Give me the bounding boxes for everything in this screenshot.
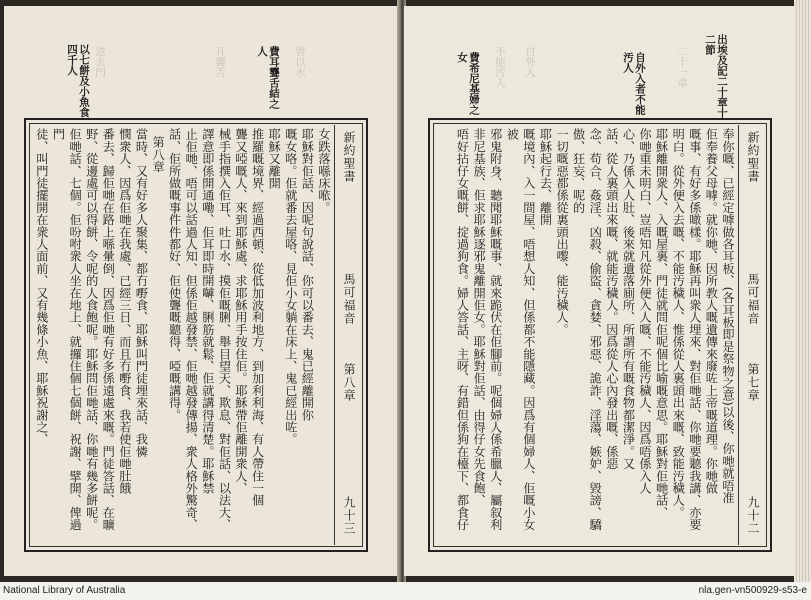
- margin-note-defile: 自外入者不能汚人: [622, 52, 646, 115]
- gospel-title: 馬可福音: [746, 273, 760, 325]
- text-column: 聾又啞嘅人、來到耶穌處、求耶穌用手按住佢。耶穌帶佢離開衆人、: [234, 128, 249, 494]
- text-column: 邪鬼附身、聽聞耶穌嘅事、就來跪伏在佢腳前。呢個婦人係希臘人、屬叙利: [488, 128, 503, 531]
- text-column: 械手指撰入佢耳、吐口水、摸佢嘅脷、舉目望天、欺息、對佢話、以法大、: [217, 128, 232, 531]
- right-page: [404, 6, 794, 576]
- text-column: 野、從邊處可以得餅、令呢的人食飽呢。耶穌問佢哋話、你哋有幾多餅呢。: [84, 128, 99, 531]
- bleed-note-5: 自外入: [524, 46, 536, 78]
- text-column: 耶穌起行去、離開: [538, 128, 553, 226]
- book-title: 新約聖書: [342, 131, 356, 183]
- scripture-text: [436, 128, 736, 542]
- page-number: 九十三: [342, 496, 356, 535]
- text-column: 徒、叫門徒擺開在衆人面前、又有幾條小魚、耶穌祝謝之、: [34, 128, 49, 446]
- text-column: 嘅事、有好多係噉樣。耶穌再叫衆人埋來、對佢哋話、你哋要聽我講、亦要: [687, 128, 702, 531]
- text-column: 番去、歸佢哋在路上喺暈倒、因爲佢哋有好多係遠處來嘅。門徒答話、在曠: [101, 128, 116, 531]
- running-header: [334, 125, 361, 545]
- bleed-note-4: 二十一章: [676, 46, 688, 88]
- text-column: 念、苟合、姦淫、凶殺、偷盜、貪婪、邪惡、詭詐、淫蕩、嫉妒、毀謗、驕傲、狂妄、呢的: [571, 128, 603, 531]
- scripture-text: [32, 128, 332, 542]
- text-column: 當時、又有好多人聚集、都冇嘢食、耶穌叫門徒埋來話、我憐: [134, 128, 149, 458]
- text-column: 明白。從外便入去嘅、不能汚穢人、惟係從人裏頭出來嘅、致能汚穢人。: [671, 128, 686, 519]
- text-column: 推羅嘅境界、經過西頓、從低加波利地方、到加利利海、有人帶住一個: [250, 128, 265, 507]
- page-edges: [794, 0, 811, 582]
- bleed-note-1: 道去門: [94, 46, 106, 78]
- text-column: 非尼基族、佢求耶穌逐邪鬼離開佢女。耶穌對佢話、由得仔女先食飽、: [472, 128, 487, 507]
- text-column: 止佢哋、唔可以話過人知、但係佢越發禁、佢哋越發傳揚、衆人格外驚奇、: [184, 128, 199, 531]
- library-credit: National Library of Australia: [3, 585, 126, 596]
- text-column: 女跌落喺床𠵱。: [317, 128, 331, 214]
- text-column: 唔好拈仔女嘅餅、掟過狗食。婦人答話、主呀、有錯但係狗在檯下、都食仔: [455, 128, 470, 531]
- bleed-note-3: 耳聾舌: [214, 46, 226, 78]
- text-column: 譯意即係開通嘞、佢耳即時開嚹、脷筋就鬆、佢就講得清楚。耶穌禁: [200, 128, 215, 494]
- margin-note-feeding: 以七餅及小魚食四千人: [66, 44, 90, 118]
- text-column: 你哋重未明白、豈唔知凡從外便入人嘅、不能汚穢人、因爲唔係入人: [638, 128, 653, 494]
- text-column: 憫衆人、因爲佢哋在我處、已經三日、而且冇嘢食、我若使佢哋肚餓: [117, 128, 132, 494]
- chapter-heading: 第八章: [151, 136, 166, 173]
- text-column: 嘅女咯。佢就番去屋咯、見佢小女躺在床上、鬼已經出咗。: [283, 128, 298, 446]
- footer-bar: [0, 582, 811, 600]
- margin-note-exodus: 出埃及記二十章十二節: [704, 34, 728, 118]
- text-column: 奉你嘅、已經定嘑做各耳板、(各耳板即是祭物之意)以後、你哋就唔准: [721, 128, 735, 504]
- margin-note-deaf: 費耳聾舌結之人: [256, 46, 280, 109]
- margin-note-greek-woman: 費希尼基婦之女: [456, 52, 480, 115]
- text-column: 心、乃係入人肚、後來就遺落廁所、所謂所有嘅食物都潔淨。又: [621, 128, 636, 470]
- text-column: 耶穌對佢話、因呢句說話、你可以番去、鬼已經離開你: [300, 128, 315, 421]
- text-column: 話、從人裏頭出來嘅、就能汚穢人。因爲從人心內發出嘅、係惡: [604, 128, 619, 470]
- running-header: [738, 125, 765, 545]
- text-column: 耶穌又離開: [267, 128, 282, 189]
- book-title: 新約聖書: [746, 131, 760, 183]
- text-frame: [428, 118, 772, 552]
- left-page: [4, 6, 399, 576]
- chapter-label: 第八章: [342, 363, 356, 402]
- page-number: 九十二: [746, 496, 760, 535]
- text-column: 耶穌離開衆人、入嘅屋裏、門徒就問佢呢個比喻嘅意思。耶穌對佢哋話、: [654, 128, 669, 519]
- bleed-note-6: 不能汚人: [494, 46, 506, 88]
- chapter-label: 第七章: [746, 363, 760, 402]
- text-frame: [24, 118, 368, 552]
- item-identifier: nla.gen-vn500929-s53-e: [698, 585, 807, 596]
- text-column: 嘅境內、入一間屋、唔想人知、但係都不能隱藏。因爲有個婦人、佢嘅小女被: [505, 128, 536, 531]
- gospel-title: 馬可福音: [342, 273, 356, 325]
- text-column: 佢奉養父母嘑。就你哋、因所教人嘅遺傳來廢咗上帝嘅道理。你哋做: [704, 128, 719, 494]
- text-column: 話、佢所做嘅事件件都好、佢使聾嘅聽得、啞嘅講得。: [167, 128, 182, 421]
- text-column: 佢哋話、七個。佢吩咐衆人坐在地上、就攞住個七個餅、祝謝、擘開、俾過門: [51, 128, 83, 531]
- bleed-note-2: 曾以水: [294, 46, 306, 78]
- text-column: 一切嘅惡都係從裏頭出嚟、能汚穢人。: [555, 128, 570, 336]
